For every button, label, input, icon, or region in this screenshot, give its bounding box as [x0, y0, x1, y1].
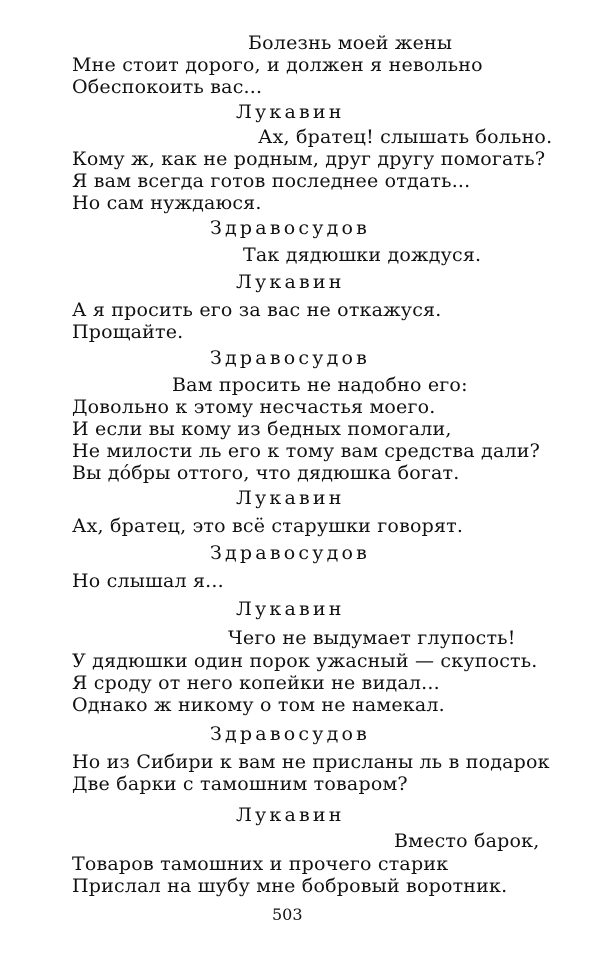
verse-line: И если вы кому из бедных помогали,: [72, 418, 452, 440]
verse-line: Не милости ль его к тому вам средства дали?: [72, 440, 541, 462]
verse-line: Обеспокоить вас...: [72, 76, 263, 98]
verse-line: Товаров тамошних и прочего старик: [72, 853, 449, 875]
verse-line: Но из Сибири к вам не присланы ль в подарок: [72, 751, 550, 773]
verse-line: Я вам всегда готов последнее отдать...: [72, 170, 471, 192]
speaker-name: Лукавин: [236, 598, 345, 620]
speaker-name: Здравосудов: [210, 217, 371, 239]
verse-line: Вы дóбры оттого, что дядюшка богат.: [72, 462, 460, 484]
verse-line: Кому ж, как не родным, друг другу помогать?: [72, 148, 546, 170]
verse-line: Болезнь моей жены: [248, 32, 453, 54]
verse-line: Но сам нуждаюся.: [72, 192, 262, 214]
speaker-name: Здравосудов: [210, 347, 371, 369]
verse-line: Прислал на шубу мне бобровый воротник.: [72, 875, 508, 897]
verse-line: У дядюшки один порок ужасный — скупость.: [72, 650, 538, 672]
page-number: 503: [272, 905, 303, 924]
verse-line: Ах, братец, это всё старушки говорят.: [72, 515, 464, 537]
verse-line: Прощайте.: [72, 321, 184, 343]
verse-line: Однако ж никому о том не намекал.: [72, 694, 445, 716]
verse-line: А я просить его за вас не откажуся.: [72, 299, 442, 321]
speaker-name: Здравосудов: [210, 542, 371, 564]
verse-line: Но слышал я...: [72, 570, 224, 592]
speaker-name: Лукавин: [236, 804, 345, 826]
verse-line: Так дядюшки дождуся.: [243, 244, 482, 266]
speaker-name: Лукавин: [236, 487, 345, 509]
verse-line: Довольно к этому несчастья моего.: [72, 396, 436, 418]
speaker-name: Лукавин: [236, 271, 345, 293]
verse-line: Я сроду от него копейки не видал...: [72, 672, 440, 694]
speaker-name: Здравосудов: [210, 723, 371, 745]
verse-line: Две барки с тамошним товаром?: [72, 773, 408, 795]
verse-line: Ах, братец! слышать больно.: [258, 126, 553, 148]
verse-line: Мне стоит дорого, и должен я невольно: [72, 54, 483, 76]
speaker-name: Лукавин: [236, 101, 345, 123]
verse-line: Вместо барок,: [394, 830, 540, 852]
verse-line: Вам просить не надобно его:: [172, 374, 468, 396]
verse-line: Чего не выдумает глупость!: [228, 627, 516, 649]
